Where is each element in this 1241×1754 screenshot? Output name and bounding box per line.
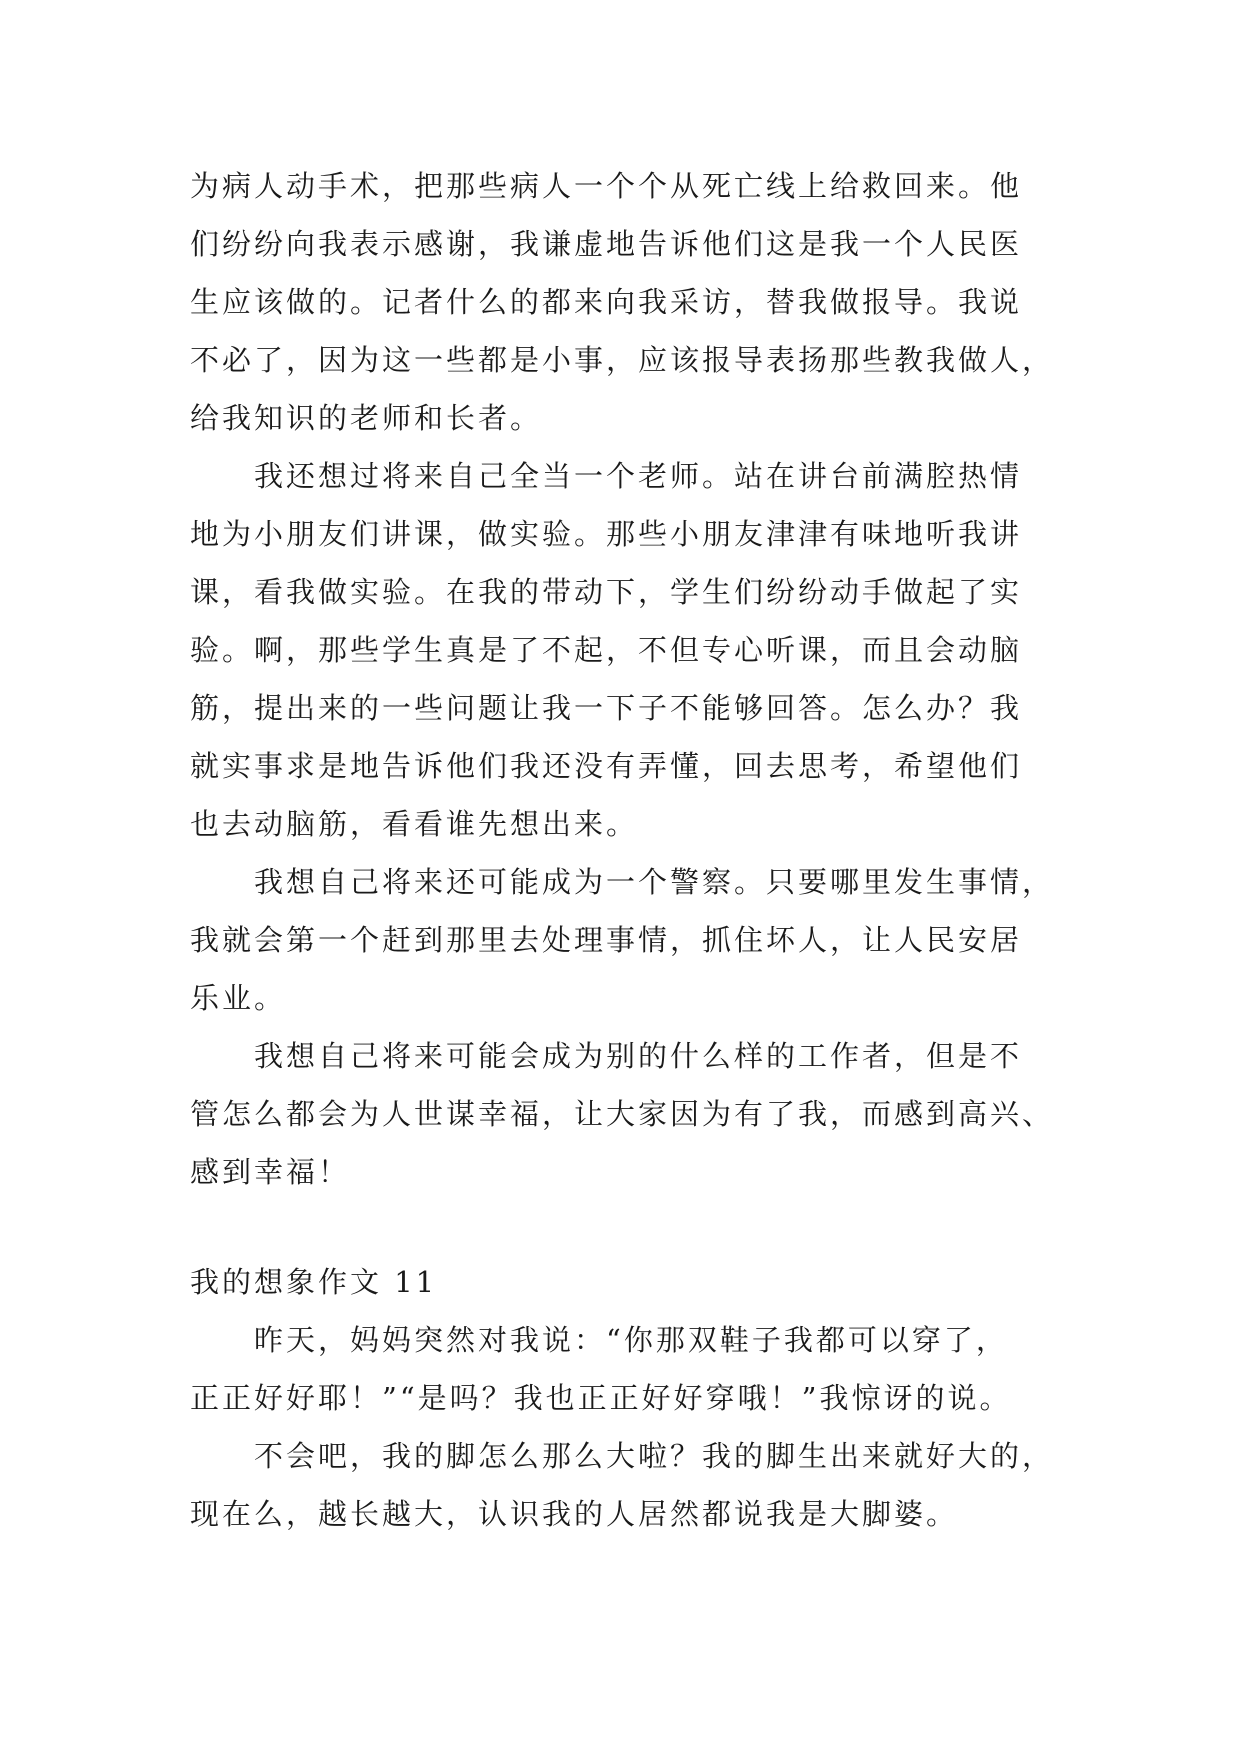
paragraph-first-line: 我想自己将来可能会成为别的什么样的工作者，但是不	[254, 1039, 1023, 1073]
text-line: 感到幸福！	[190, 1155, 351, 1189]
text-line: 就实事求是地告诉他们我还没有弄懂，回去思考，希望他们	[190, 749, 1023, 783]
text-line: 验。啊，那些学生真是了不起，不但专心听课，而且会动脑	[190, 633, 1023, 667]
text-line: 给我知识的老师和长者。	[190, 401, 543, 435]
text-line: 现在么，越长越大，认识我的人居然都说我是大脚婆。	[190, 1497, 959, 1531]
text-line: 也去动脑筋，看看谁先想出来。	[190, 807, 639, 841]
paragraph-first-line: 我还想过将来自己全当一个老师。站在讲台前满腔热情	[254, 459, 1023, 493]
text-line: 生应该做的。记者什么的都来向我采访，替我做报导。我说	[190, 285, 1023, 319]
text-line: 地为小朋友们讲课，做实验。那些小朋友津津有味地听我讲	[190, 517, 1023, 551]
text-line: 课，看我做实验。在我的带动下，学生们纷纷动手做起了实	[190, 575, 1023, 609]
text-line: 乐业。	[190, 981, 287, 1015]
text-line: 我就会第一个赶到那里去处理事情，抓住坏人，让人民安居	[190, 923, 1023, 957]
text-line: 筋，提出来的一些问题让我一下子不能够回答。怎么办？我	[190, 691, 1023, 725]
text-line: 为病人动手术，把那些病人一个个从死亡线上给救回来。他	[190, 169, 1023, 203]
text-line: 们纷纷向我表示感谢，我谦虚地告诉他们这是我一个人民医	[190, 227, 1023, 261]
section-heading: 我的想象作文 11	[190, 1265, 438, 1299]
text-line: 不必了，因为这一些都是小事，应该报导表扬那些教我做人，	[190, 343, 1055, 377]
paragraph-first-line: 昨天，妈妈突然对我说：“你那双鞋子我都可以穿了，	[254, 1323, 1008, 1357]
paragraph-first-line: 不会吧，我的脚怎么那么大啦？我的脚生出来就好大的，	[254, 1439, 1055, 1473]
paragraph-first-line: 我想自己将来还可能成为一个警察。只要哪里发生事情，	[254, 865, 1055, 899]
text-line: 正正好好耶！”“是吗？我也正正好好穿哦！”我惊讶的说。	[190, 1381, 1012, 1415]
text-line: 管怎么都会为人世谋幸福，让大家因为有了我，而感到高兴、	[190, 1097, 1055, 1131]
